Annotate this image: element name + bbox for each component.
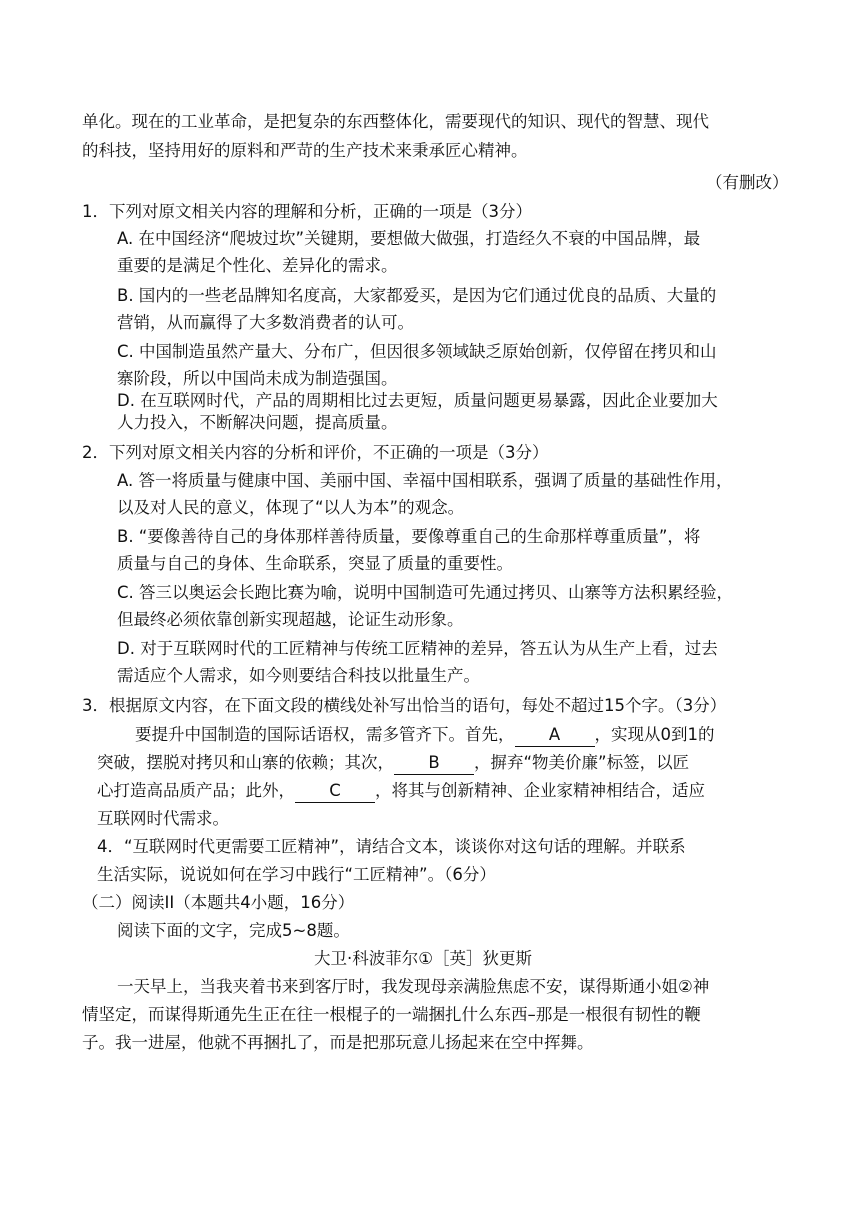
source-note: （有删改）	[706, 173, 789, 192]
blank-b: B	[394, 752, 474, 775]
passage-line-2: 情坚定，而谋得斯通先生正在往一根棍子的一端捆扎什么东西–那是一根很有韧性的鞭	[82, 1005, 701, 1024]
q3-line-2-post: ，摒弃“物美价廉”标签，以匠	[474, 753, 690, 772]
q2-option-c-line-1: C. 答三以奥运会长跑比赛为喻，说明中国制造可先通过拷贝、山寨等方法积累经验，	[117, 583, 734, 602]
q3-line-2-pre: 突破，摆脱对拷贝和山寨的依赖；其次，	[97, 753, 394, 772]
q1-option-d-line-1: D. 在互联网时代，产品的周期相比过去更短，质量问题更易暴露，因此企业要加大	[117, 391, 718, 410]
blank-c: C	[295, 780, 375, 803]
q2-option-b-line-1: B. “要像善待自己的身体那样善待质量，要像尊重自己的生命那样尊重质量”，将	[117, 527, 701, 546]
q1-option-b-line-2: 营销，从而赢得了大多数消费者的认可。	[117, 313, 414, 332]
intro-line-1: 单化。现在的工业革命，是把复杂的东西整体化，需要现代的知识、现代的智慧、现代	[82, 112, 709, 131]
q4-line-2: 生活实际，说说如何在学习中践行“工匠精神”。（6分）	[97, 865, 496, 884]
q2-option-d-line-2: 需适应个人需求，如今则要结合科技以批量生产。	[117, 666, 480, 685]
q3-line-1-pre: 要提升中国制造的国际话语权，需多管齐下。首先，	[135, 725, 515, 744]
q1-option-b-line-1: B. 国内的一些老品牌知名度高，大家都爱买，是因为它们通过优良的品质、大量的	[117, 286, 717, 305]
q3-line-2	[97, 748, 689, 777]
section-heading: （二）阅读II（本题共4小题，16分）	[82, 893, 355, 912]
q3-line-4: 互联网时代需求。	[97, 809, 229, 828]
intro-line-2: 的科技，坚持用好的原料和严苛的生产技术来秉承匠心精神。	[82, 141, 528, 160]
passage-line-1: 一天早上，当我夹着书来到客厅时，我发现母亲满脸焦虑不安，谋得斯通小姐②神	[117, 977, 710, 996]
section-instruction: 阅读下面的文字，完成5~8题。	[117, 921, 350, 940]
q1-option-d-line-2: 人力投入，不断解决问题，提高质量。	[117, 413, 398, 432]
q1-option-c-line-2: 寨阶段，所以中国尚未成为制造强国。	[117, 369, 398, 388]
passage-line-3: 子。我一进屋，他就不再捆扎了，而是把那玩意儿扬起来在空中挥舞。	[82, 1033, 594, 1052]
q3-line-1-post: ，实现从0到1的	[594, 725, 715, 744]
q1-option-a-line-1: A. 在中国经济“爬坡过坎”关键期，要想做大做强，打造经久不衰的中国品牌，最	[117, 229, 701, 248]
q2-option-a-line-2: 以及对人民的意义，体现了“以人为本”的观念。	[117, 498, 465, 517]
q3-line-3-pre: 心打造高品质产品；此外，	[97, 781, 295, 800]
q2-option-b-line-2: 质量与自己的身体、生命联系，突显了质量的重要性。	[117, 554, 513, 573]
passage-title: 大卫·科波菲尔①［英］狄更斯	[314, 949, 533, 968]
q3-line-1	[135, 720, 715, 749]
q1-option-a-line-2: 重要的是满足个性化、差异化的需求。	[117, 256, 398, 275]
q3-line-3	[97, 776, 705, 805]
q3-line-3-post: ，将其与创新精神、企业家精神相结合，适应	[375, 781, 705, 800]
q1-option-c-line-1: C. 中国制造虽然产量大、分布广，但因很多领域缺乏原始创新，仅停留在拷贝和山	[117, 342, 717, 361]
blank-a: A	[515, 724, 595, 747]
q2-stem: 2．下列对原文相关内容的分析和评价，不正确的一项是（3分）	[82, 443, 549, 462]
q1-stem: 1．下列对原文相关内容的理解和分析，正确的一项是（3分）	[82, 202, 532, 221]
q2-option-a-line-1: A. 答一将质量与健康中国、美丽中国、幸福中国相联系，强调了质量的基础性作用，	[117, 471, 733, 490]
q3-stem: 3．根据原文内容，在下面文段的横线处补写出恰当的语句，每处不超过15个字。（3分）	[82, 696, 727, 715]
q4-line-1: 4．“互联网时代更需要工匠精神”，请结合文本，谈谈你对这句话的理解。并联系	[97, 837, 686, 856]
q2-option-d-line-1: D. 对于互联网时代的工匠精神与传统工匠精神的差异，答五认为从生产上看，过去	[117, 639, 718, 658]
q2-option-c-line-2: 但最终必须依靠创新实现超越，论证生动形象。	[117, 610, 464, 629]
